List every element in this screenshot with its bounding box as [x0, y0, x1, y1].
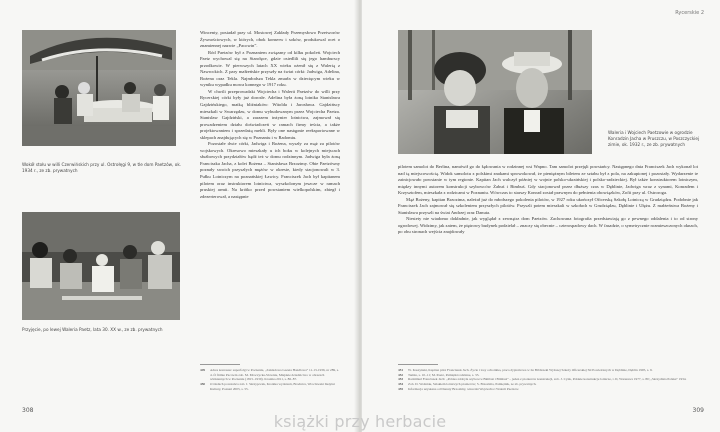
photo-reception [22, 212, 180, 320]
footnote-number: 449 [200, 368, 206, 372]
footnote [200, 382, 342, 391]
page-number-left: 308 [22, 407, 34, 414]
left-footnotes [200, 368, 342, 392]
footnote-text: Zob. D. Woźniak, Szlakiem lotniczych pionierów; S. Brzozima, Pamiętnik, ze zb. prywatnych. [408, 382, 537, 387]
footnote-text: Informacja uzyskana od Danuty Brzozimy, wnuczki Wojciecha i Walerii Paetzów. [408, 386, 520, 391]
footnote-number: 451 [398, 368, 404, 372]
footnote-number: 453 [398, 377, 404, 382]
footnote [200, 368, 342, 382]
footnote-number: 452 [398, 372, 404, 377]
photo-couple-portrait [398, 30, 592, 154]
footnote-number: 455 [398, 386, 404, 391]
paragraph: Mąż Bożeny, kapitan Brzozima, należał już do młodszego pokolenia pilotów, w 1927 roku ukończył Oficerską Szkołę Lotniczą w Grudziądzu. Podobnie jak Franciszek Jach zajmował się szkoleniem przyszłych pilotów. Przyszli potem mieszkali w szkołach w Grudziądzu, Dęblinie i Ułężu. Z małżeństwa Bożeny i Stanisława przyszli na świat Andrzej oraz Danuta. [398, 196, 698, 215]
right-footnotes [398, 368, 698, 392]
photo-garden-table [22, 30, 176, 146]
footnote-text: Tamże, s. 10–11; M. Paetz, Pamiątki rodzinne, s. 33. [408, 372, 480, 377]
left-text-column [200, 30, 340, 358]
paragraph: pilotem samolot do Berlina, namówił go do łądowania w rodzinnej wsi Wapno. Tam samolot przejęli powstańcy. Następnego dnia Franciszek Jach wykonał lot nad tą miejscowością. Widok samolotu z polskimi znakami sprowokował, że pieniężnym biletem ze sztabu był z pola, na zakupionej i pozostały. Wydarzenie te zainicjowało powstanie w tym regionie. Kapitan Jach walczył później w wojnie polsko-ukraińskiej i polsko-radzieckiej. Był także konstruktorem lotniczym, między innymi autorem konstrukcji szybowców Żabuś i Bimbuś. Gdy stacjonował przez dłuższy czas w Dęblinie, Jadwiga wraz z synami, Konradem i Krzysztofem, mieszkała z rodzicami w Poznaniu. Wówczas to starszy Konrad został prawnym do pełnienia obowiązków, Zofii przy ul. Ostroroga. [398, 164, 698, 196]
photo-caption-garden: Wokół stołu w willi Czerwińskich przy ul. Ostrołęgi 9, w tle dom Paetzów, ok. 1934 r., ze zb. prywatnych [22, 162, 182, 173]
paragraph: Wincenty, posiadał przy ul. Mostowej Zakłady Przemysłowo Przetworów Żywnościowych, w których, obok konserw i soków, produkowal ocet o znamiennej nazwie „Pacowin”. [200, 30, 340, 49]
right-page [362, 0, 720, 432]
footnote-rule [398, 364, 438, 365]
footnote-number: 454 [398, 382, 404, 387]
footnote-rule [200, 364, 240, 365]
footnote-number: 450 [200, 382, 206, 387]
left-page [0, 0, 358, 432]
paragraph: Niestety nie wiadomo dokładnie, jak wyglądał z zewnątrz dom Paetzów. Zachowana fotografia przedstawiają go z pewnego oddalenia i to od strony ogrodowej. Widzimy, jak zatem, że piętrowy budynek podzielał – znaczy się obecnie – czterospadowy dach. W fasadzie, o symetrycznie rozmieszczonych oknach, po obu stronach wejścia znajdowały [398, 216, 698, 235]
page-number-right: 309 [692, 407, 704, 414]
photo-caption-couple: Waleria i Wojciech Paetzowie w ogrodzie Konradzin Jacha w Pruszczu, w Poszczyckiej zimie, ok. 1932 r., ze zb. prywatnych [608, 130, 700, 147]
photo-caption-reception: Przyjęcie, po lewej Waleria Paetz, lata 30. XX w., ze zb. prywatnych [22, 327, 163, 332]
running-header: Rycerskie 2 [675, 10, 704, 16]
paragraph: Pozostałe dwie córki, Jadwiga i Bożena, wyszły za mąż za pilotów wojskowych. Okresowo mieszkały u ich boku w kolejnych miejscach służbowych przydziałów bądź też w domu rodzinnym. Jadwiga była żoną Franciszka Jacha, z kolei Bożena – Stanisława Brzozimy. Obie Paetzówny poznały swoich przyszłych mężów w okresie, kiedy stacjonowali w 3. Pułku Lotniczym na poznańskiej Ławicy. Franciszek Jach był kapitanem pilotem oraz instruktorem lotnictwa, wyszkolonym jeszcze w ramach pruskiej armii. Na krótko przed powstaniem wielkopolskim, zbiegł i zdezerterował, a następnie [200, 141, 340, 199]
right-text-column [398, 164, 698, 360]
paragraph: W chwili przeprowadzki Wojciecha i Walerii Paetzów do willi przy Rycerskiej córki były już dorosłe. Adelina była żoną lotnika Stanisława Gajdzińskiego, matką bliźniaków: Witolda i Jarosława. Gajdzińscy mieszkali w Swarzędzu, w domu wybudowanym przez Wojciecha Paetza. Stanisław Gajdziński, a zarazem inżynier lotnictwa, zajmował się prowadzeniem działu doświadczeń w ramach firmy teścia, a także projektowaniem i sprzedażą mebli. Były one następnie reeksportowane w sklepach znajdujących się w Poznaniu i w Radomiu. [200, 88, 340, 140]
watermark-text: książki przy herbacie [273, 412, 447, 431]
footnote-text: W. Kaszyński, Kapitan pilot Franciszek Jach. Życie i losy ochotnika, praca dyplomowa w tle Biblioteki Wyższej Szkoły Oficerskiej Sił Powietrznych w Dęblinie, Dęblin 1995, s. 9. [408, 368, 653, 372]
footnote-text: Radzimiel Franciszek Jach: „Polska zdobyła szybowce Bimbuś i Bimbuś” – jeden z pionierów konstrukcji, zob. J. Cynk, Polskie konstrukcje lotnicze, t. II, Warszawa 1977, s. 80; „Skrzydlata Polska” 1934. [408, 377, 687, 382]
footnote-text: O śladach powstańca zob. J. Skrzypczak, Kronika wydarzeń, Brodnica, Wrocławski Instytut Kultury, Poznań 2003, s. 55. [210, 382, 335, 391]
footnote [398, 387, 698, 392]
paragraph: Ród Paetzów był z Poznaniem związany od kilku pokoleń. Wojciech Paetz wychowal się na Starołęce, gdzie osiedlili się jego hamburscy przodkowie. W pierwszych latach XX wieku ożenił się z Walerią z Nawrockich. Z pary małżeńskie przyszły na świat córki: Jadwiga, Adelina, Bożena oraz Tekla. Najmłodsza Tekla zmarła w dziecięcym wieku w wyniku wypadku mowa konnego w 1917 roku. [200, 49, 340, 88]
footnote-text: Adres konrassu: superfolgi w Poznaniu, „Zakładowa Gazeta Handlowa” 11-13-1936, nr 289, s. 4. Ó firmie Pacowin zob. M. Mroczycka-Słowiak, Miejskie dziedzictwo w obrazach włókiennych w Poznaniu (1815–1939). Kronika 2011, s. 86–87. [210, 368, 339, 382]
